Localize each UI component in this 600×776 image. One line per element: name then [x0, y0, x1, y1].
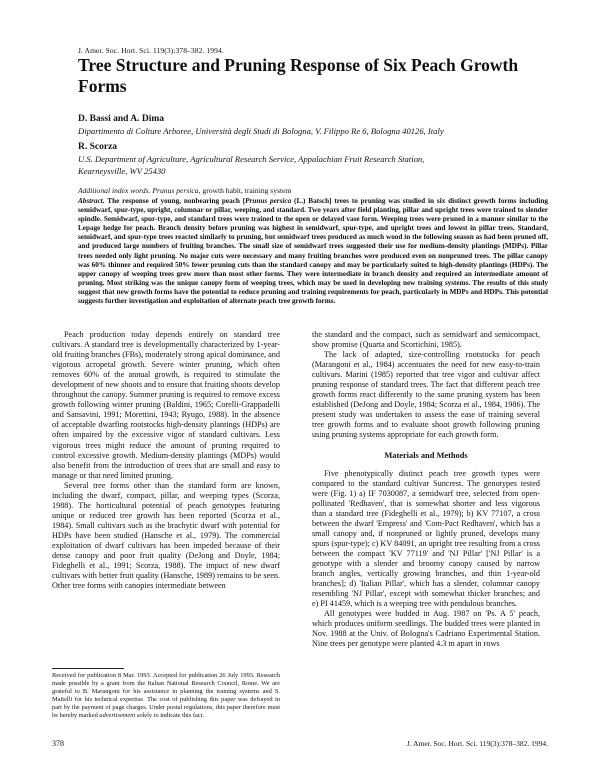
footnote-italic: advertisement: [99, 711, 136, 719]
affiliation-line: U.S. Department of Agriculture, Agricultural Research Service, Appalachian Fruit Research Station,: [78, 154, 425, 164]
keywords-label: Additional index words.: [78, 186, 151, 195]
abstract-label: Abstract.: [78, 197, 105, 205]
footnote-rule: [52, 668, 124, 669]
body-paragraph: All genotypes were budded in Aug. 1987 on 'Ps. A 5' peach, which produces uniform seedlings. The budded trees were planted in Nov. 1988 at the Univ. of Bologna's Cadriano Experimental Station. Nine trees per genotype were planted 4.3 m apart in rows: [312, 609, 540, 649]
abstract-text: The response of young, nonbearing peach [: [104, 197, 246, 205]
footnote-end: solely to indicate this fact.: [135, 711, 205, 719]
author-names-1: D. Bassi and A. Dima: [78, 114, 165, 124]
author-affiliation-2: [78, 154, 548, 177]
body-paragraph: Five phenotypically distinct peach tree growth types were compared to the standard cultivar Suncrest. The genotypes tested were (Fig. 1) a) IF 7030087, a semidwarf tree, selected from open-pollinated 'Redhaven', that is somewhat shorter and less vigorous than a standard tree (Fideghelli et al., 1979); b) KV 77107, a cross between the dwarf 'Empress' and 'Com-Pact Redhaven', which has a small canopy and, if nonpruned or lightly pruned, develops many spurs (spur-type); c) KV 84091, an upright tree resulting from a cross between the compact 'KV 77119' and 'NJ Pillar' ['NJ Pillar' is a genotype with a slender and broomy canopy caused by narrow branch angles, vertically growing branches, and thin 1-year-old branches]; d) 'Italian Pillar', which has a slender, columnar canopy resembling 'NJ Pillar', except with somewhat thicker branches; and e) PI 41459, which is a weeping tree with pendulous branches.: [312, 468, 540, 609]
body-paragraph: Peach production today depends entirely on standard tree cultivars. A standard tree is developmentally characterized by 1-year-old fruiting branches (FBs), moderately strong apical dominance, and vigorous acropetal growth. Severe winter pruning, which often removes 60% of the annual growth, is required to stimulate the development of new shoots and to ensure that fruiting shoots develop throughout the canopy. Summer pruning is required to remove excess growth following winter pruning (Baldini, 1965; Corelli-Grappadelli and Sansavini, 1991; Morettini, 1943; Ryugo, 1988). In the absence of acceptable dwarfing rootstocks high-density plantings (HDPs) are often impaired by the excessive vigor of standard cultivars. Less vigorous trees might reduce the amount of pruning required to control excessive growth. Medium-density plantings (MDPs) would also benefit from the introduction of trees that are small and easy to manage or that need limited pruning.: [52, 330, 280, 480]
page-number: 378: [52, 739, 64, 748]
running-footer: J. Amer. Soc. Hort. Sci. 119(3):378–382. 1994.: [406, 739, 548, 748]
keywords-text: growth habit, training system: [200, 186, 292, 195]
section-heading: Materials and Methods: [384, 450, 468, 460]
article-title: Tree Structure and Pruning Response of Six Peach Growth Forms: [78, 55, 519, 96]
affiliation-line: Kearneysville, WV 25430: [78, 165, 166, 176]
keywords-species: Prunus persica,: [152, 186, 201, 195]
abstract-species: Prunus persica: [245, 197, 292, 205]
keywords: [78, 186, 291, 195]
footnote: [52, 672, 280, 719]
footnote-text: Received for publication 8 Mar. 1993. Accepted for publication 26 July 1993. Research made possible by a grant from the Italian National Research Council, Rome. We are grateful to B. Marangoni for his assistance in planning the training systems and S. Mattelli for his technical expertise. The cost of publishing this paper was defrayed in part by the payment of page charges. Under postal regulations, this paper therefore must be hereby marked: [52, 672, 280, 719]
abstract-text: (L.) Batsch] trees to pruning was studied in six distinct growth forms including semidwarf, spur-type, upright, columnar or pillar, weeping, and standard. Two years after field planting, pillar and upright trees were trained to slender spindle. Semidwarf, spur-type, and standard trees were trained to the open or delayed vase form. Weeping trees were pruned in a manner similar to the Lepage hedge for peach. Branch density before pruning was highest in semidwarf, spur-type, and upright trees and lowest in pillar trees. Standard, semidwarf, and spur-type trees reacted similarly to pruning, but semidwarf trees produced as much wood in the following season as had been pruned off, and produced large numbers of fruiting branches. The small size of semidwarf trees suggested their use for medium-density plantings (MDPs). Pillar trees needed only light pruning. No major cuts were necessary and many fruiting branches were produced even on nonpruned trees. The pillar canopy was 60% thinner and required 50% fewer pruning cuts than the standard canopy and may be particularly suited to high-density plantings (HDPs). The upper canopy of weeping trees grew more than most other forms. They were intermediate in branch density and required an intermediate amount of pruning. Most striking was the unique canopy form of weeping trees, which may be used in developing new training systems. The results of this study suggest that new growth forms have the potential to reduce pruning and training requirements for peach, particularly in MDPs and HDPs. This potential suggests further investigation and exploitation of alternate peach tree growth forms.: [78, 197, 549, 306]
body-paragraph: Several tree forms other than the standard form are known, including the dwarf, compact, pillar, and weeping types (Scorza, 1988). The horticultural potential of peach genotypes featuring unique or reduced tree growth has been reported (Scorza et al., 1984). Small cultivars such as the brachytic dwarf with potential for HDPs have been studied (Hansche et al., 1979). The commercial exploitation of dwarf cultivars has been impeded because of their dense canopy and poor fruit quality (DeJong and Doyle, 1984; Fideghelli et al., 1991; Scorza, 1988). The impact of new dwarf cultivars with better fruit quality (Hansche, 1989) remains to be seen. Other tree forms with canopies intermediate between: [52, 480, 280, 591]
author-affiliation-1: Dipartimento di Colture Arboree, Università degli Studi di Bologna, V. Filippo Re 6, Bologna 40126, Italy: [78, 126, 444, 136]
body-paragraph: The lack of adapted, size-controlling rootstocks for peach (Marangoni et al., 1984) accentuates the need for new easy-to-train cultivars. Marini (1985) reported that tree vigor and cultivar affect pruning response of standard trees. The fact that different peach tree growth forms react differently to the same pruning system has been established (DeJong and Doyle, 1984; Scorza et al., 1984, 1986). The present study was undertaken to assess the ease of training several tree growth forms and to evaluate shoot growth following pruning using pruning systems appropriate for each growth form.: [312, 350, 540, 440]
body-paragraph: the standard and the compact, such as semidwarf and semicompact, show promise (Quarta and Scortichini, 1985).: [312, 330, 540, 350]
right-column: [312, 330, 540, 649]
author-names-2: R. Scorza: [78, 142, 118, 152]
running-header: J. Amer. Soc. Hort. Sci. 119(3):378–382. 1994.: [78, 46, 224, 55]
abstract: [78, 197, 548, 306]
left-column: [52, 330, 280, 591]
